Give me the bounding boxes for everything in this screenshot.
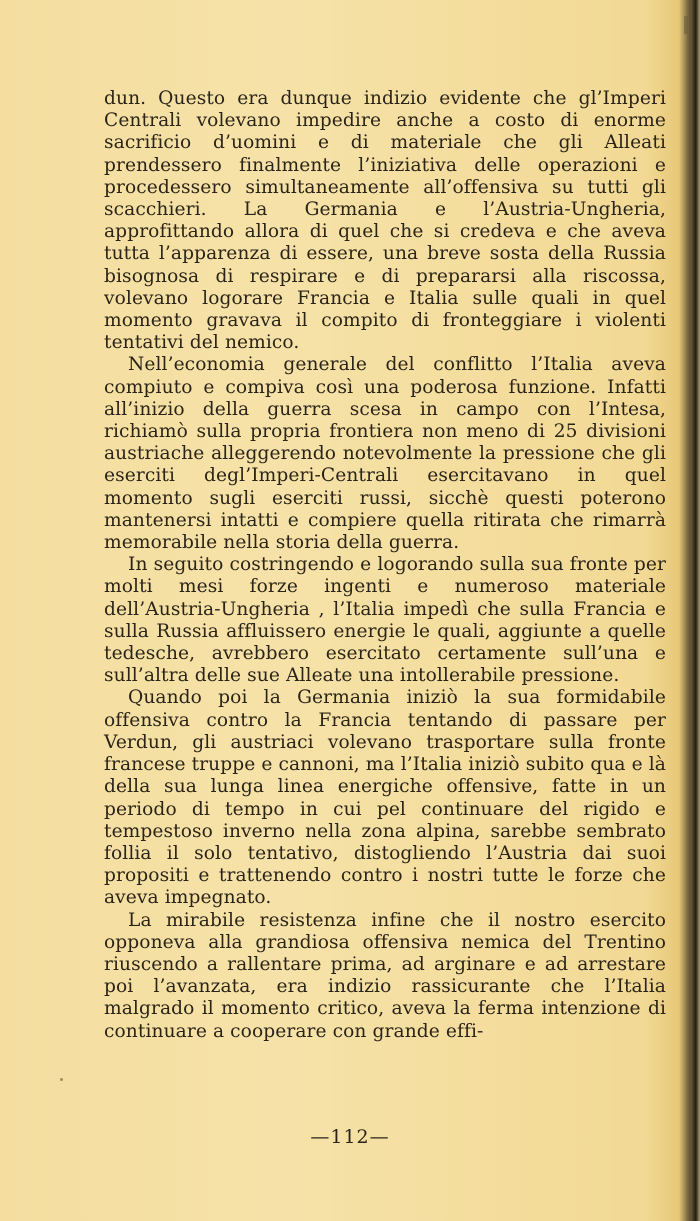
- paragraph-4: Quando poi la Germania iniziò la sua formidabile offensiva contro la Francia tentando di passare per Verdun, gli austriaci volevano trasportare sulla fronte francese truppe e cannoni, ma l’Italia iniziò subito qua e là della sua lunga linea energiche offensive, fatte in un periodo di tempo in cui pel continuare del rigido e tempestoso inverno nella zona alpina, sarebbe sembrato follia il solo tentativo, distogliendo l’Austria dai suoi propositi e trattenendo contro i nostri tutte le forze che aveva impegnato.: [104, 687, 666, 909]
- paragraph-1: dun. Questo era dunque indizio evidente che gl’Imperi Centrali volevano impedire anche a costo di enorme sacrificio d’uomini e di materiale che gli Alleati prendessero finalmente l’iniziativa delle operazioni e procedessero simultaneamente all’offensiva su tutti gli scacchieri. La Germania e l’Austria-Ungheria, approfittando allora di quel che si credeva e che aveva tutta l’apparenza di essere, una breve sosta della Russia bisognosa di respirare e di prepararsi alla riscossa, volevano logorare Francia e Italia sulle quali in quel momento gravava il compito di fronteggiare i violenti tentativi del nemico.: [104, 88, 666, 354]
- paper-speck: [684, 16, 688, 34]
- paragraph-2: Nell’economia generale del conflitto l’Italia aveva compiuto e compiva così una poderosa funzione. Infatti all’inizio della guerra scesa in campo con l’Intesa, richiamò sulla propria frontiera non meno di 25 divisioni austriache alleggerendo notevolmente la pressione che gli eserciti degl’Imperi-Centrali esercitavano in quel momento sugli eserciti russi, sicchè questi poterono mantenersi intatti e compiere quella ritirata che rimarrà memorabile nella storia della guerra.: [104, 354, 666, 554]
- page-binding-edge: [686, 0, 700, 1221]
- paragraph-5: La mirabile resistenza infine che il nostro esercito opponeva alla grandiosa offensiva nemica del Trentino riuscendo a rallentare prima, ad arginare e ad arrestare poi l’avanzata, era indizio rassicurante che l’Italia malgrado il momento critico, aveva la ferma intenzione di continuare a cooperare con grande effi-: [104, 909, 666, 1042]
- paper-speck: [60, 1078, 63, 1081]
- body-text: [104, 88, 666, 1043]
- page-number: —112—: [310, 1126, 390, 1148]
- paragraph-3: In seguito costringendo e logorando sulla sua fronte per molti mesi forze ingenti e numeroso materiale dell’Austria-Ungheria , l’Italia impedì che sulla Francia e sulla Russia affluissero energie le quali, aggiunte a quelle tedesche, avrebbero esercitato certamente sull’una e sull’altra delle sue Alleate una intollerabile pressione.: [104, 554, 666, 687]
